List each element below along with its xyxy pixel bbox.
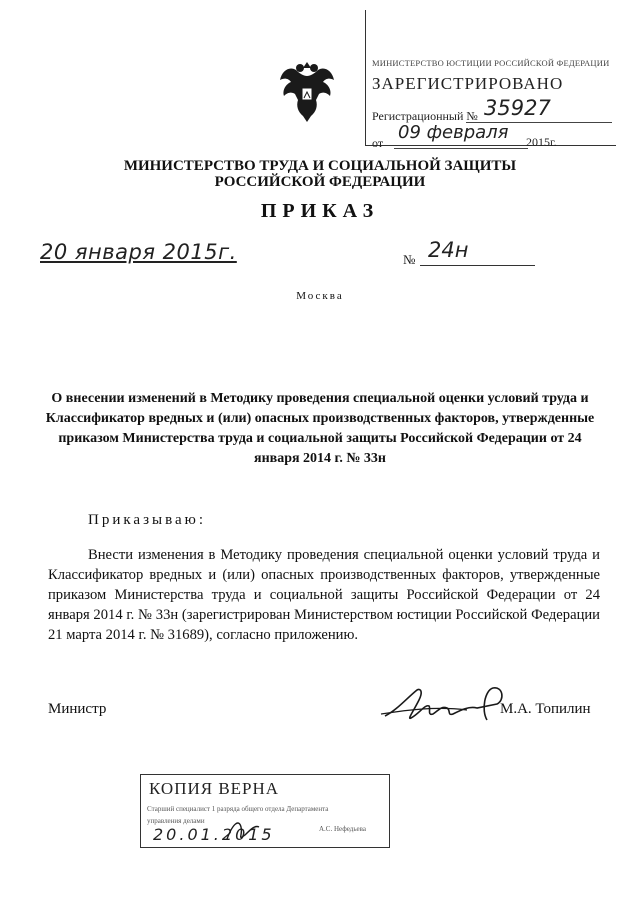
stamp-date-value: 09 февраля: [398, 122, 509, 143]
ministry-line-2: РОССИЙСКОЙ ФЕДЕРАЦИИ: [214, 174, 426, 190]
stamp-date-suffix: 2015г.: [526, 135, 557, 149]
order-title: ПРИКАЗ: [260, 200, 380, 222]
order-number-sign: №: [403, 252, 416, 267]
copy-stamp-signer: А.С. Нефедьева: [319, 825, 366, 833]
minister-title: Министр: [48, 701, 107, 717]
order-verb: Приказываю:: [88, 512, 206, 528]
copy-stamp-department: управления делами: [147, 817, 205, 825]
copy-certified-stamp: [140, 774, 390, 848]
city: Москва: [296, 290, 344, 302]
ministry-name: [0, 158, 640, 190]
order-text: Внести изменения в Методику проведения специальной оценки условий труда и Классификатор вредных и (или) опасных производственных факторов, утвержденные приказом Министерства труда и социальной защиты Российской Федерации от 24 января 2014 г. № 33н (зарегистрирован Министерством юстиции Российской Федерации 21 марта 2014 г. № 31689), согласно приложению.: [48, 547, 600, 643]
stamp-number-label: Регистрационный №: [372, 109, 478, 123]
order-date: 20 января 2015г.: [40, 240, 237, 264]
stamp-title: ЗАРЕГИСТРИРОВАНО: [372, 74, 564, 93]
stamp-number-value: 35927: [484, 96, 551, 120]
copy-stamp-position: Старший специалист 1 разряда общего отдела Департамента: [147, 805, 329, 813]
order-number: 24н: [428, 238, 469, 262]
copy-stamp-title: КОПИЯ ВЕРНА: [149, 779, 280, 798]
stamp-ministry-line: МИНИСТЕРСТВО ЮСТИЦИИ РОССИЙСКОЙ ФЕДЕРАЦИИ: [372, 58, 610, 68]
document-heading: О внесении изменений в Методику проведения специальной оценки условий труда и Классификатор вредных и (или) опасных производственных факторов, утвержденные приказом Министерства труда и социальной защиты Российской Федерации от 24 января 2014 г. № 33н: [45, 391, 595, 466]
coat-of-arms-emblem: [276, 56, 338, 126]
copy-stamp-date: 20.01.2015: [153, 825, 275, 844]
copy-stamp-signature: [223, 815, 263, 845]
stamp-date-prefix: от: [372, 136, 384, 150]
order-number-underline: [420, 265, 535, 266]
ministry-line-1: МИНИСТЕРСТВО ТРУДА И СОЦИАЛЬНОЙ ЗАЩИТЫ: [123, 158, 517, 174]
minister-name: М.А. Топилин: [500, 701, 591, 717]
registration-stamp: [365, 10, 616, 150]
stamp-date-underline: [394, 148, 528, 149]
